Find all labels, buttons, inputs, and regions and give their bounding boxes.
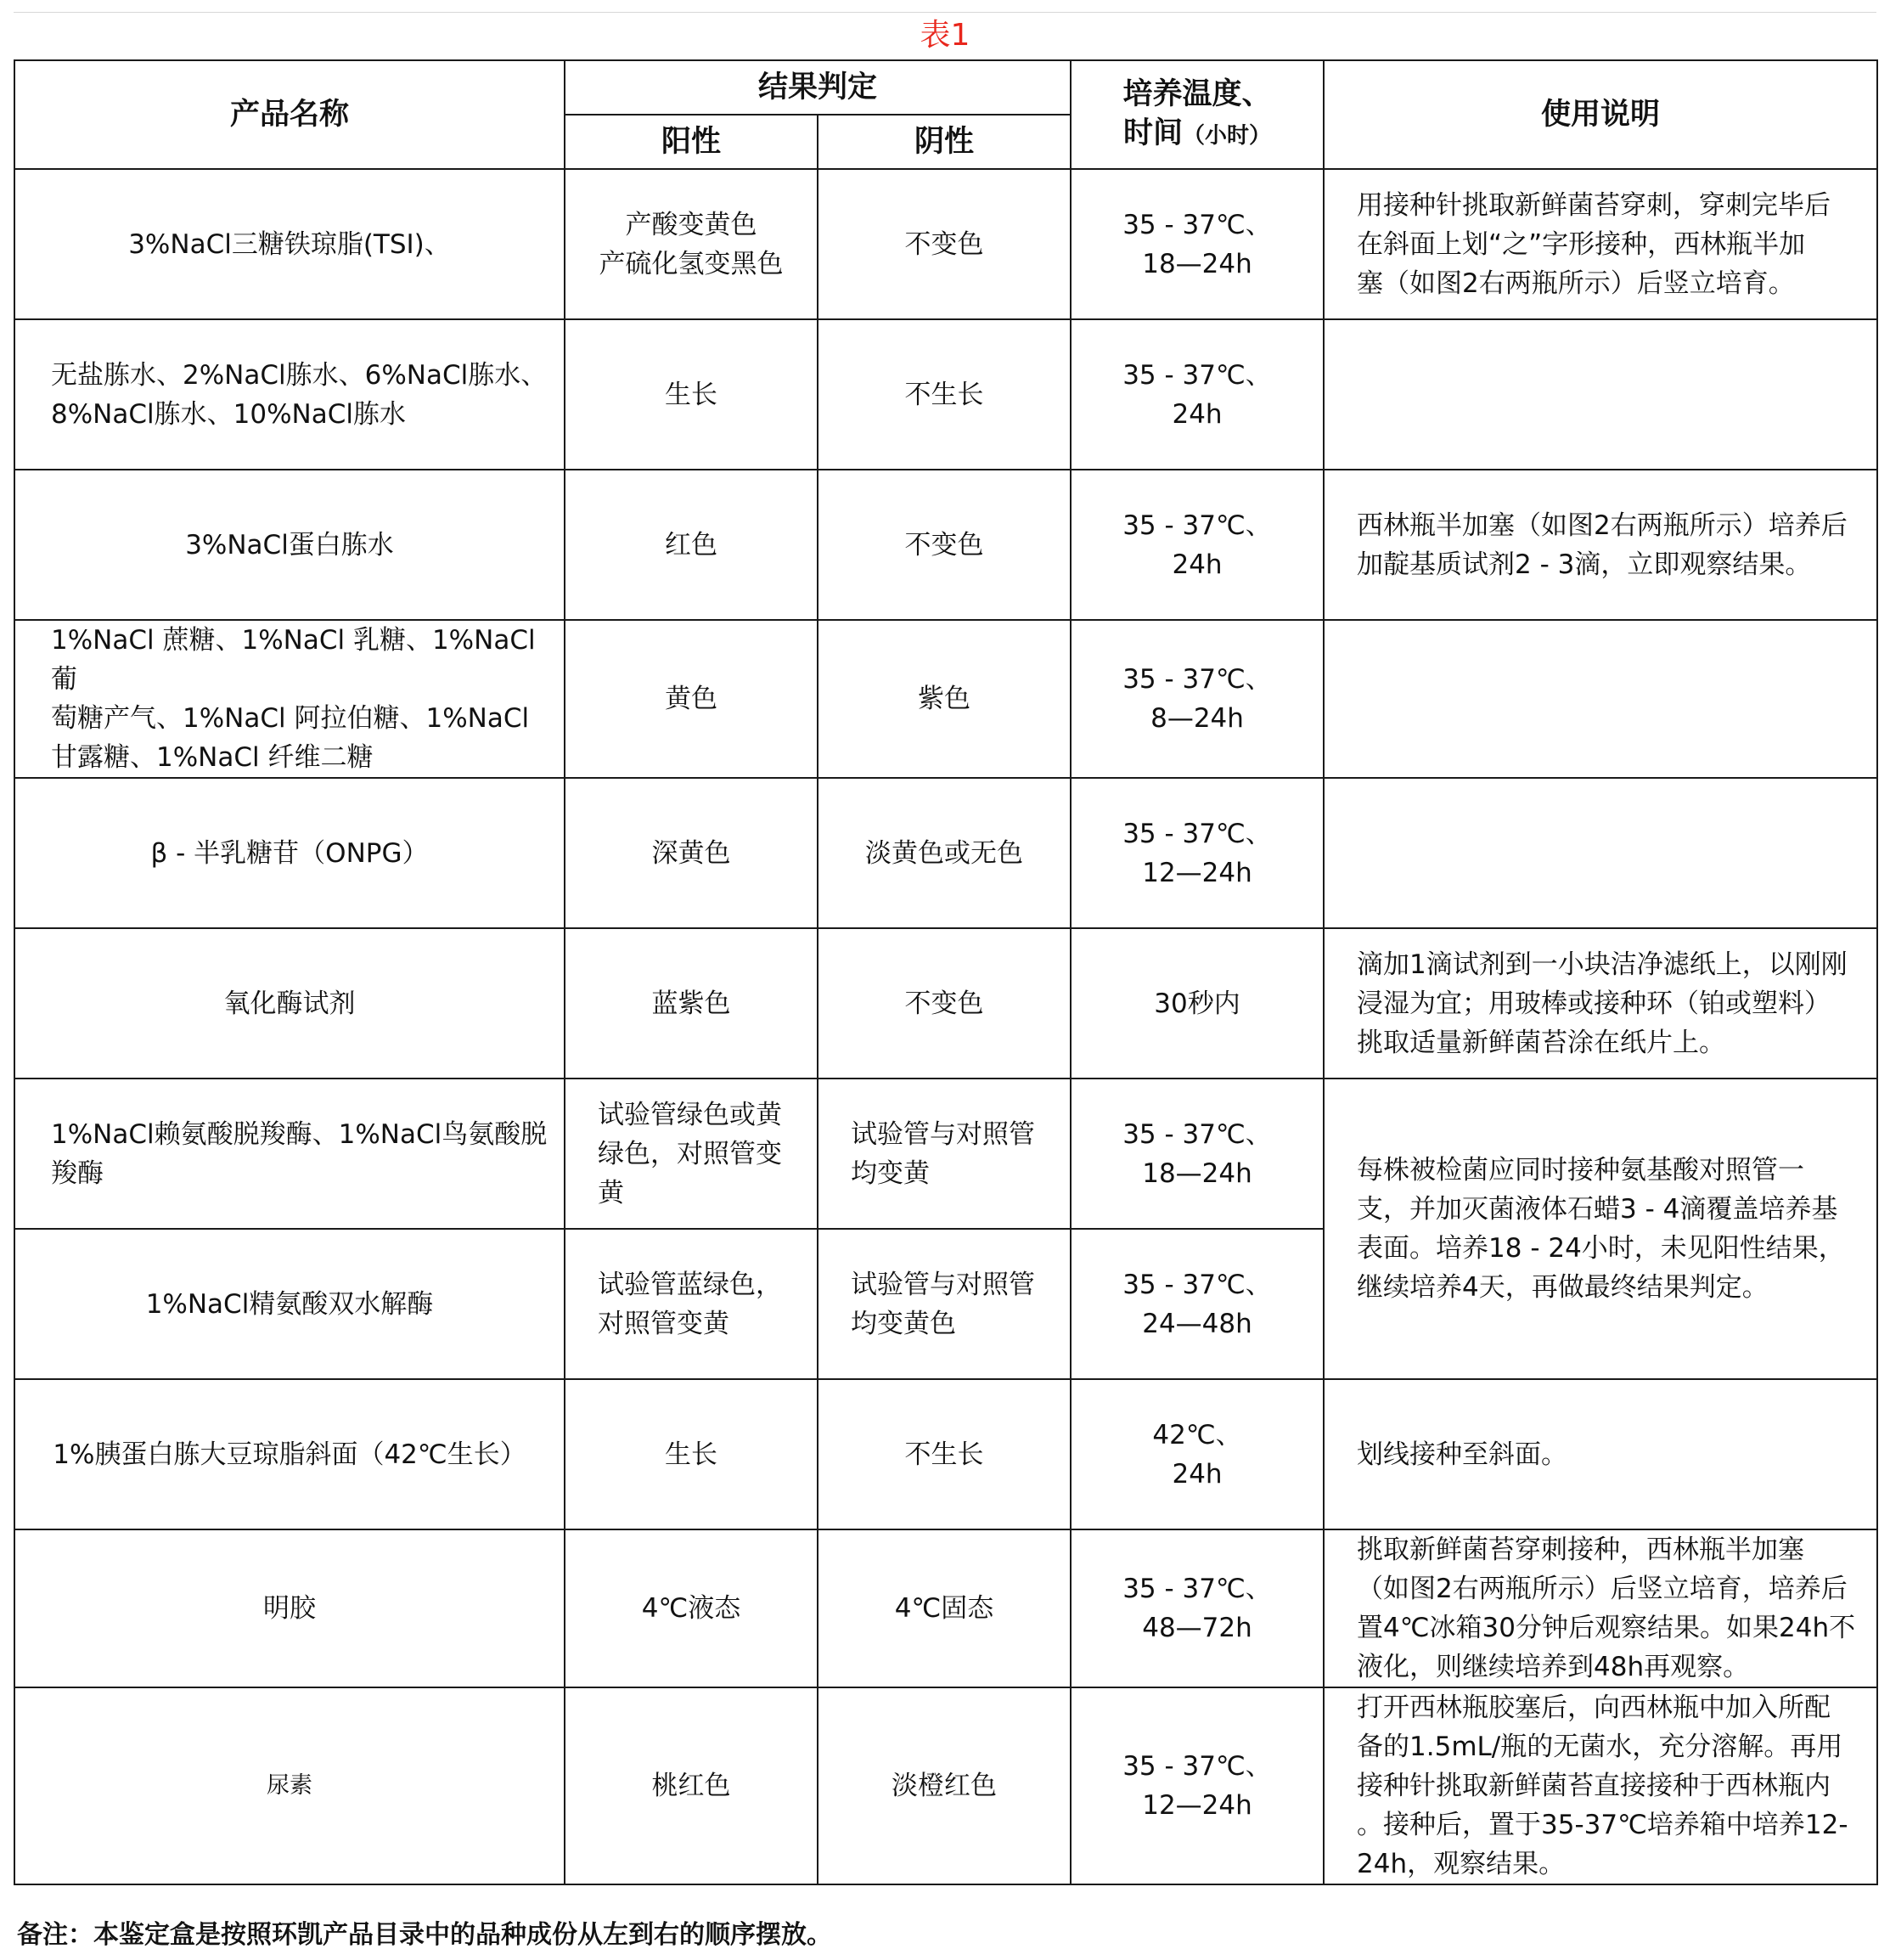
- cell-line: 24h: [1172, 549, 1223, 580]
- cell-line: 不生长: [904, 379, 984, 410]
- cell-positive: [565, 1687, 818, 1884]
- cell-product-name: [14, 1379, 565, 1529]
- identification-table: [14, 59, 1878, 1885]
- cell-line: 35 - 37℃、: [1122, 510, 1272, 541]
- cell-negative: [818, 1229, 1071, 1379]
- cell-line: 红色: [665, 529, 717, 560]
- cell-line: 黄色: [665, 684, 717, 714]
- cell-line: 35 - 37℃、: [1122, 359, 1272, 391]
- header-result: 结果判定: [565, 60, 1071, 115]
- header-positive: 阳性: [565, 115, 818, 169]
- cell-line: 产酸变黄色: [625, 209, 757, 240]
- cell-negative: [818, 1079, 1071, 1229]
- cell-product-name: [14, 1687, 565, 1884]
- cell-line: 。接种后，置于35-37℃培养箱中培养12-: [1357, 1810, 1848, 1840]
- cell-line: 液化，则继续培养到48h再观察。: [1357, 1652, 1750, 1682]
- cell-line: 试验管蓝绿色，: [598, 1269, 782, 1300]
- cell-instructions: [1324, 319, 1877, 470]
- cell-line: 在斜面上划“之”字形接种，西林瓶半加: [1357, 228, 1806, 260]
- cell-line: 3%NaCl蛋白胨水: [185, 529, 394, 560]
- cell-positive: [565, 1529, 818, 1687]
- cell-product-name: [14, 620, 565, 778]
- cell-negative: [818, 620, 1071, 778]
- cell-positive: [565, 470, 818, 620]
- cell-line: 萄糖产气、1%NaCl 阿拉伯糖、1%NaCl: [51, 703, 530, 734]
- cell-temp-time: [1071, 319, 1324, 470]
- cell-line: 生长: [665, 1439, 717, 1470]
- cell-line: 支，并加灭菌液体石蜡3 - 4滴覆盖培养基: [1357, 1194, 1838, 1225]
- table-row: [14, 1687, 1877, 1884]
- cell-line: 35 - 37℃、: [1122, 664, 1272, 695]
- cell-negative: [818, 169, 1071, 319]
- table-row: [14, 319, 1877, 470]
- cell-instructions: [1324, 620, 1877, 778]
- cell-line: 加靛基质试剂2 - 3滴，立即观察结果。: [1357, 549, 1812, 580]
- table-row: [14, 778, 1877, 928]
- cell-line: 表面。培养18 - 24小时，未见阳性结果，: [1357, 1233, 1845, 1264]
- cell-line: （如图2右两瓶所示）后竖立培育，培养后: [1357, 1574, 1848, 1604]
- cell-temp-time: [1071, 1379, 1324, 1529]
- cell-line: 生长: [665, 379, 717, 410]
- cell-line: 8%NaCl胨水、10%NaCl胨水: [51, 398, 406, 430]
- cell-line: 试验管绿色或黄: [598, 1099, 782, 1130]
- cell-line: β - 半乳糖苷（ONPG）: [150, 837, 429, 869]
- cell-negative: [818, 1529, 1071, 1687]
- header-instructions: 使用说明: [1324, 60, 1877, 169]
- cell-instructions: [1324, 1079, 1877, 1379]
- cell-instructions: [1324, 169, 1877, 319]
- header-temp-unit: （小时）: [1183, 122, 1272, 149]
- cell-product-name: [14, 319, 565, 470]
- cell-negative: [818, 1379, 1071, 1529]
- header-temp-line2: [1082, 114, 1313, 155]
- cell-line: 12—24h: [1142, 1790, 1252, 1821]
- cell-line: 接种针挑取新鲜菌苔直接接种于西林瓶内: [1357, 1771, 1831, 1801]
- cell-product-name: [14, 1079, 565, 1229]
- table-row: [14, 1529, 1877, 1687]
- cell-line: 尿素: [267, 1772, 312, 1799]
- header-temp-time-label: 时间: [1123, 115, 1184, 150]
- cell-positive: [565, 1079, 818, 1229]
- cell-instructions: [1324, 778, 1877, 928]
- cell-line: 试验管与对照管: [851, 1118, 1035, 1150]
- cell-line: 每株被检菌应同时接种氨基酸对照管一: [1357, 1155, 1805, 1186]
- cell-line: 无盐胨水、2%NaCl胨水、6%NaCl胨水、: [51, 359, 548, 391]
- cell-line: 18—24h: [1142, 1157, 1252, 1189]
- cell-positive: [565, 319, 818, 470]
- cell-negative: [818, 470, 1071, 620]
- cell-line: 均变黄: [851, 1157, 930, 1189]
- table-title: 表1: [920, 18, 970, 53]
- cell-line: 35 - 37℃、: [1122, 1751, 1272, 1782]
- cell-product-name: [14, 470, 565, 620]
- cell-instructions: [1324, 1529, 1877, 1687]
- cell-line: 35 - 37℃、: [1122, 1269, 1272, 1300]
- cell-line: 12—24h: [1142, 857, 1252, 888]
- cell-product-name: [14, 169, 565, 319]
- cell-line: 黄: [598, 1177, 624, 1208]
- cell-line: 明胶: [263, 1593, 316, 1624]
- cell-temp-time: [1071, 470, 1324, 620]
- cell-temp-time: [1071, 169, 1324, 319]
- cell-negative: [818, 1687, 1071, 1884]
- cell-temp-time: [1071, 1079, 1324, 1229]
- cell-line: 3%NaCl三糖铁琼脂(TSI)、: [128, 228, 451, 260]
- cell-line: 4℃液态: [641, 1593, 741, 1624]
- cell-line: 西林瓶半加塞（如图2右两瓶所示）培养后: [1357, 510, 1848, 541]
- table-row: [14, 470, 1877, 620]
- cell-line: 1%NaCl精氨酸双水解酶: [145, 1288, 434, 1320]
- cell-negative: [818, 928, 1071, 1079]
- cell-line: 浸湿为宜；用玻棒或接种环（铂或塑料）: [1357, 988, 1831, 1019]
- cell-line: 均变黄色: [851, 1308, 956, 1339]
- cell-line: 35 - 37℃、: [1122, 209, 1272, 240]
- cell-temp-time: [1071, 1529, 1324, 1687]
- cell-line: 1%胰蛋白胨大豆琼脂斜面（42℃生长）: [53, 1439, 526, 1470]
- cell-line: 42℃、: [1152, 1419, 1242, 1450]
- cell-line: 甘露糖、1%NaCl 纤维二糖: [51, 742, 374, 773]
- cell-line: 深黄色: [651, 837, 731, 869]
- cell-line: 划线接种至斜面。: [1357, 1439, 1568, 1470]
- top-rule: [14, 12, 1876, 13]
- header-temp-line1: 培养温度、: [1122, 76, 1272, 111]
- cell-temp-time: [1071, 778, 1324, 928]
- cell-line: 挑取新鲜菌苔穿刺接种，西林瓶半加塞: [1357, 1535, 1805, 1565]
- cell-line: 备的1.5mL/瓶的无菌水，充分溶解。再用: [1357, 1732, 1843, 1762]
- cell-line: 对照管变黄: [598, 1308, 729, 1339]
- cell-line: 30秒内: [1154, 988, 1240, 1019]
- cell-instructions: [1324, 1379, 1877, 1529]
- cell-line: 滴加1滴试剂到一小块洁净滤纸上，以刚刚: [1357, 949, 1848, 980]
- cell-line: 塞（如图2右两瓶所示）后竖立培育。: [1357, 268, 1795, 299]
- header-negative: 阴性: [818, 115, 1071, 169]
- cell-line: 1%NaCl 蔗糖、1%NaCl 乳糖、1%NaCl葡: [51, 625, 536, 695]
- table-body: [14, 169, 1877, 1884]
- cell-line: 用接种针挑取新鲜菌苔穿刺，穿刺完毕后: [1357, 189, 1831, 221]
- cell-line: 不生长: [904, 1439, 984, 1470]
- cell-instructions: [1324, 1687, 1877, 1884]
- cell-line: 18—24h: [1142, 248, 1252, 279]
- cell-line: 淡黄色或无色: [865, 837, 1023, 869]
- cell-temp-time: [1071, 620, 1324, 778]
- cell-line: 24—48h: [1142, 1308, 1252, 1339]
- cell-positive: [565, 778, 818, 928]
- cell-product-name: [14, 778, 565, 928]
- cell-line: 试验管与对照管: [851, 1269, 1035, 1300]
- cell-negative: [818, 778, 1071, 928]
- cell-line: 羧酶: [51, 1157, 104, 1189]
- table-row: [14, 169, 1877, 319]
- cell-positive: [565, 1379, 818, 1529]
- cell-line: 24h，观察结果。: [1357, 1849, 1566, 1879]
- cell-positive: [565, 1229, 818, 1379]
- cell-negative: [818, 319, 1071, 470]
- cell-line: 挑取适量新鲜菌苔涂在纸片上。: [1357, 1027, 1726, 1058]
- table-row: [14, 1079, 1877, 1229]
- cell-line: 产硫化氢变黑色: [599, 248, 784, 279]
- header-product-name: 产品名称: [14, 60, 565, 169]
- cell-line: 1%NaCl赖氨酸脱羧酶、1%NaCl鸟氨酸脱: [51, 1118, 548, 1150]
- cell-line: 置4℃冰箱30分钟后观察结果。如果24h不: [1357, 1613, 1856, 1643]
- cell-line: 35 - 37℃、: [1122, 1118, 1272, 1150]
- cell-positive: [565, 928, 818, 1079]
- cell-temp-time: [1071, 1229, 1324, 1379]
- cell-line: 淡橙红色: [892, 1771, 997, 1801]
- cell-line: 继续培养4天，再做最终结果判定。: [1357, 1272, 1769, 1303]
- cell-line: 不变色: [904, 228, 984, 260]
- table-row: [14, 1379, 1877, 1529]
- cell-product-name: [14, 1529, 565, 1687]
- cell-positive: [565, 169, 818, 319]
- cell-instructions: [1324, 470, 1877, 620]
- cell-line: 桃红色: [651, 1771, 731, 1801]
- table-row: [14, 928, 1877, 1079]
- cell-line: 35 - 37℃、: [1122, 1574, 1272, 1604]
- cell-temp-time: [1071, 1687, 1324, 1884]
- cell-line: 紫色: [918, 684, 970, 714]
- cell-line: 氧化酶试剂: [223, 988, 356, 1019]
- cell-instructions: [1324, 928, 1877, 1079]
- cell-product-name: [14, 928, 565, 1079]
- footnote: 备注：本鉴定盒是按照环凯产品目录中的品种成份从左到右的顺序摆放。: [17, 1920, 832, 1950]
- cell-line: 24h: [1172, 1458, 1223, 1490]
- cell-line: 35 - 37℃、: [1122, 818, 1272, 849]
- cell-line: 不变色: [904, 529, 984, 560]
- table-row: [14, 620, 1877, 778]
- cell-line: 48—72h: [1142, 1613, 1252, 1643]
- cell-line: 蓝紫色: [651, 988, 731, 1019]
- cell-temp-time: [1071, 928, 1324, 1079]
- cell-line: 24h: [1172, 398, 1223, 430]
- cell-line: 打开西林瓶胶塞后，向西林瓶中加入所配: [1357, 1692, 1831, 1723]
- header-temp-time: [1071, 60, 1324, 169]
- cell-line: 不变色: [904, 988, 984, 1019]
- cell-line: 8—24h: [1150, 703, 1244, 734]
- cell-positive: [565, 620, 818, 778]
- cell-line: 4℃固态: [894, 1593, 994, 1624]
- cell-product-name: [14, 1229, 565, 1379]
- cell-line: 绿色，对照管变: [598, 1138, 782, 1169]
